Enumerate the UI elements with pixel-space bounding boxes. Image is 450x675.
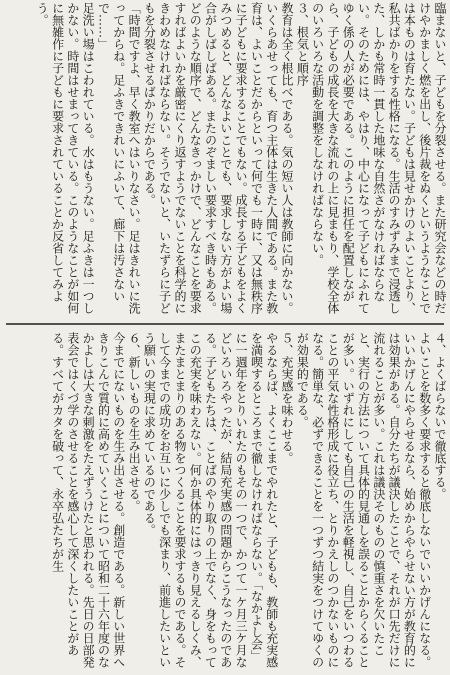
lower-vertical-text: ４、よくばらないで徹底する。 よいことを数多く要求すると徹底しないでいいかげんになる。いいかげんにやらせるなら、始めからやらせない方が教育的には効果がある。自分たちが議決したことで、それが口先だけに流れることが多い。これは議決そのものの慎重さを欠いたこと、実行の方法について具体的見通しを誤ることからくることが多い。いずれにしても自己の生活を軽視し、自己をいつわることの平気な性格形成に役立ち、とりかえしのつかないものになる。簡単な、必ずできることを一つずつ結実をつけてゆくのが効果的である。 ５、充実感を味わせる。 やるならば、よくここまでやれたと、子どもも、教師も充実感を満喫するところまで徹しなければならない。「なかよし会」に一週年をとりいれたのもその一つで、かつて一ケ月三ケ月などいろいろやったが、結局充実感の問題からこうなったのである。子どもたちは、ことばのやり取りの上でなく、身をもってこの充実を味わえない。何か具体的にはっきり見えるしくみ、またまとまりのある物をつくることを要求するものである。そして今までの成功をお互いに少しでも深まり、前進したいという願いの実現に求めているのである。 ６、新しいものを生み出させる。 今までにないものを生み出させる。創造である。新しい世界へきりこんで質的に高めていくことについて昭和二十六年度のなかよしは大きな刺激をたえずうけたと思われる。先日の日部発表会ではくづ学のさせることを感心して深くしたいことがある。すべてがカタを破って、永卒弘たちが生 [50,332,447,668]
section-divider [6,323,444,325]
upper-text-block [3,2,447,320]
lower-text-block [3,332,447,670]
upper-vertical-text: 臨まないと、子どもを分裂させる。また研究会などの時だけやかましく燃を出し、後片裁をぬくというようなことでは本ものは育たない。子どもは見せかけのよいことより、私共ばかりをする性格になる。生活のすみずみまで浸透した、しかも常時一貫した地味な自然さがなければならない。そのためには、やはり、中心になって子どもにふれてゆく係の人が必要である。このように担任を配置しながら、子どもの成長を大きな流れの上に見まもり、学校全体のいろいろな活動を調整をしなければならない。 ３、根気と順序 教育は全く根比べである。気の短い人は教師に向かない。いくらあせっても、育つ主体は生きた人間である。また教育は、よいことだからといって何でも一時に、又は無秩序に子どもに要求することでもない。成長する子どもをよくみつめると、どんなよいことでも、要求しない方がよい場合がしばしばある。またのぞましい要求すべき時もある。どのような順序で、どんなきっかけで、どんなことを要求すればよいかを厳密にくり返すようでないことを科学的にきわめなければならない。そうでないと、いたずらに子どもを分裂させるばかりだからである。 「時間ですよ、早く教室へはいりなさい。足はきれいに洗ってからね。足ふきできれいにふいて、廊下は汚さないで……」 足洗い場はこわれている。水はもうない。足ふきは一つしかない。時間はせまってきている。このようなことが如何に無雑作に子どもに要求されていることか反省してみよう。 [35,2,447,314]
